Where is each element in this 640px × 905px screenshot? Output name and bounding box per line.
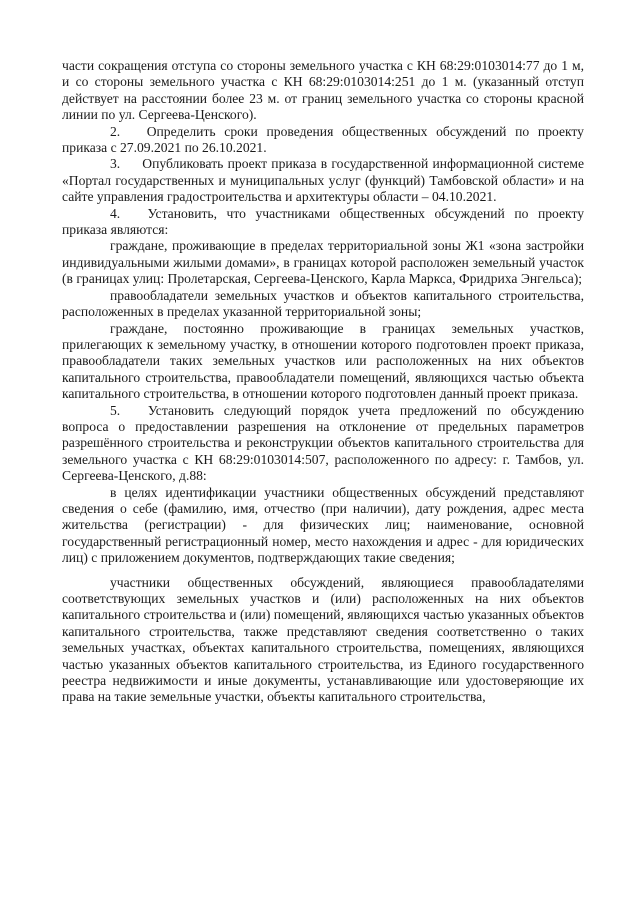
paragraph-text: Определить сроки проведения общественных обсуждений по проекту приказа с 27.09.2021 по 26.10.2021. [62,123,584,156]
paragraph-text: в целях идентификации участники общественных обсуждений представляют сведения о себе (фамилию, имя, отчество (при наличии), дату рождения, адрес места жительства (регистрации) - для физических лиц; наименование, основной государственный регистрационный номер, место нахождения и адрес - для юридических лиц) с приложением документов, подтверждающих такие сведения; [62,484,584,566]
item-number: 4. [110,205,121,221]
paragraph-item-3 [62,156,584,205]
paragraph-text: участники общественных обсуждений, являющиеся правообладателями соответствующих земельных участков и (или) расположенных на них объектов капитального строительства и (или) помещений, являющихся частью указанных объектов капитального строительства, также представляют сведения соответственно о таких земельных участках, объектах капитального строительства, помещениях, являющихся частью указанных объектов капитального строительства, из Единого государственного реестра недвижимости и иные документы, устанавливающие или удостоверяющие их права на такие земельные участки, объекты капитального строительства, [62,574,584,705]
paragraph-item-4 [62,206,584,239]
paragraph-continuation [62,58,584,124]
item-number: 2. [110,123,121,139]
paragraph-text: части сокращения отступа со стороны земельного участка с КН 68:29:0103014:77 до 1 м, и со стороны земельного участка с КН 68:29:0103014:251 до 1 м. (указанный отступ действует на расстоянии более 23 м. от границ земельного участка со стороны красной линии по ул. Сергеева-Ценского). [62,58,584,123]
paragraph-text: Установить следующий порядок учета предложений по обсуждению вопроса о предоставлении разрешения на отклонение от предельных параметров разрешённого строительства и реконструкции объектов капитального строительства для земельного участка с КН 68:29:0103014:507, расположенного по адресу: г. Тамбов, ул. Сергеева-Ценского, д.88: [62,402,584,484]
paragraph-identification [62,485,584,567]
item-number: 3. [110,156,121,172]
paragraph-item-2 [62,124,584,157]
paragraph-text: граждане, постоянно проживающие в границах земельных участков, прилегающих к земельному участку, в отношении которого подготовлен проект приказа, правообладатели таких земельных участков или расположенных на них объектов капитального строительства, правообладатели помещений, являющихся частью объекта капитального строительства, в отношении которого подготовлен данный проект приказа. [62,320,584,402]
paragraph-text: правообладатели земельных участков и объектов капитального строительства, расположенных в пределах указанной территориальной зоны; [62,287,584,320]
paragraph-text: граждане, проживающие в пределах территориальной зоны Ж1 «зона застройки индивидуальными жилыми домами», в границах которой расположен земельный участок (в границах улиц: Пролетарская, Сергеева-Ценского, Карла Маркса, Фридриха Энгельса); [62,238,584,287]
document-page [62,58,584,706]
paragraph-participants-residents [62,238,584,287]
paragraph-rightholders [62,575,584,706]
paragraph-text: Опубликовать проект приказа в государственной информационной системе «Портал государственных и муниципальных услуг (функций) Тамбовской области» и на сайте управления градостроительства и архитектуры области – 04.10.2021. [62,156,584,205]
paragraph-participants-owners [62,288,584,321]
paragraph-item-5 [62,403,584,485]
item-number: 5. [110,402,121,418]
paragraph-text: Установить, что участниками общественных обсуждений по проекту приказа являются: [62,205,584,238]
paragraph-participants-adjacent [62,321,584,403]
